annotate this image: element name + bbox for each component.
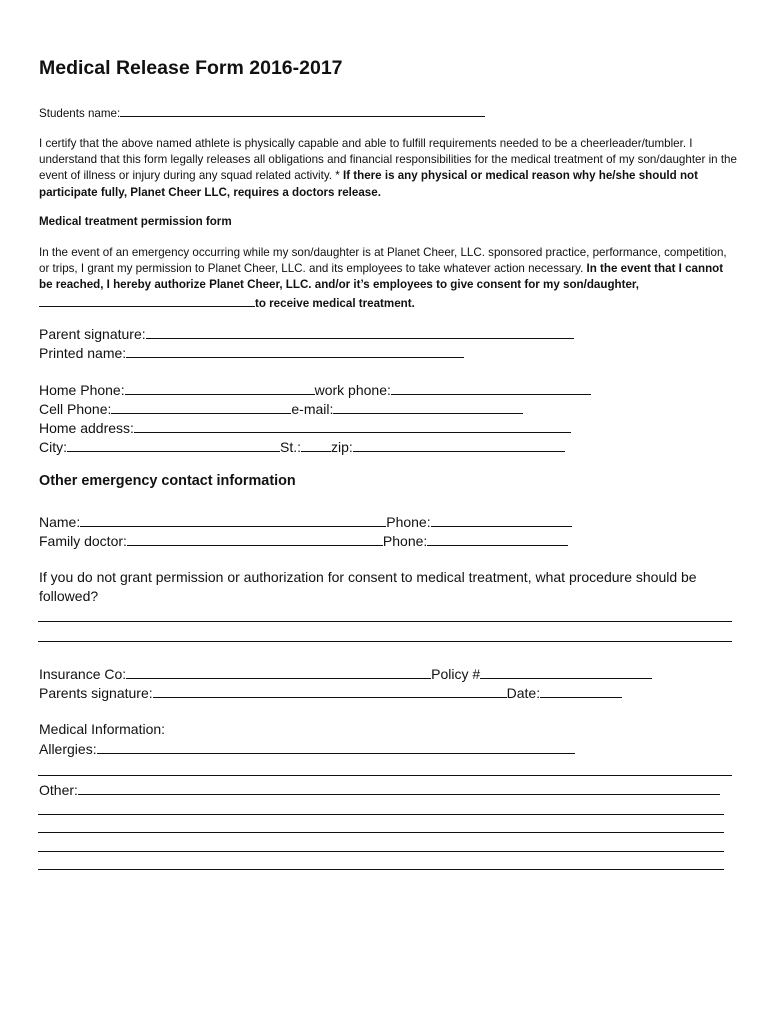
emergency-bold-1: In the event that I cannot be reached, I hereby authorize Planet Cheer, LLC. and/or it’s employees to give consent for my son/daughter, <box>39 262 724 292</box>
home-phone-row <box>39 380 591 400</box>
printed-name-label: Printed name: <box>39 345 127 361</box>
home-phone-field[interactable] <box>125 380 315 395</box>
home-address-field[interactable] <box>134 418 571 433</box>
policy-label: Policy # <box>431 666 481 682</box>
date-field[interactable] <box>540 683 622 698</box>
students-name-label: Students name: <box>39 107 121 120</box>
city-label: City: <box>39 439 67 455</box>
home-address-row <box>39 418 571 438</box>
cell-phone-field[interactable] <box>111 399 291 414</box>
home-phone-label: Home Phone: <box>39 382 125 398</box>
doctor-phone-field[interactable] <box>427 531 568 546</box>
city-field[interactable] <box>67 437 280 452</box>
other-contact-heading: Other emergency contact information <box>39 473 296 489</box>
doctor-phone-label: Phone: <box>382 533 428 549</box>
certify-bold: If there is any physical or medical reason why he/she should not participate fully, Planet Cheer LLC, requires a doctors release. <box>39 169 698 199</box>
family-doctor-field[interactable] <box>127 531 383 546</box>
section-divider <box>38 775 732 776</box>
page-title: Medical Release Form 2016-2017 <box>39 57 343 79</box>
child-name-field[interactable] <box>39 294 255 307</box>
parent-signature-label: Parent signature: <box>39 326 146 342</box>
work-phone-label: work phone: <box>314 382 391 398</box>
parents-signature-row <box>39 683 622 703</box>
contact-name-field[interactable] <box>80 512 386 527</box>
students-name-row <box>39 104 485 122</box>
other-row <box>39 780 720 800</box>
printed-name-field[interactable] <box>126 343 464 358</box>
parent-signature-row <box>39 324 574 344</box>
medical-info-label: Medical Information: <box>39 721 166 737</box>
email-field[interactable] <box>333 399 523 414</box>
allergies-field[interactable] <box>97 739 575 754</box>
contact-name-row <box>39 512 572 532</box>
students-name-field[interactable] <box>120 104 485 117</box>
insurance-row <box>39 664 652 684</box>
parents-signature-label: Parents signature: <box>39 685 153 701</box>
parents-signature-field[interactable] <box>153 683 507 698</box>
family-doctor-row <box>39 531 568 551</box>
allergies-label: Allergies: <box>39 741 97 757</box>
other-line-5[interactable] <box>38 869 724 870</box>
allergies-row <box>39 739 575 759</box>
cell-phone-row <box>39 399 523 419</box>
cell-phone-label: Cell Phone: <box>39 401 112 417</box>
date-label: Date: <box>506 685 541 701</box>
work-phone-field[interactable] <box>391 380 591 395</box>
email-label: e-mail: <box>291 401 334 417</box>
procedure-question: If you do not grant permission or authorization for consent to medical treatment, what procedure should be followed? <box>39 569 697 604</box>
contact-phone-label: Phone: <box>386 514 431 530</box>
insurance-field[interactable] <box>126 664 431 679</box>
contact-name-label: Name: <box>39 514 81 530</box>
zip-label: zip: <box>331 439 353 455</box>
home-address-label: Home address: <box>39 420 134 436</box>
emergency-paragraph <box>39 245 739 312</box>
other-line-2[interactable] <box>38 814 724 815</box>
insurance-label: Insurance Co: <box>39 666 127 682</box>
family-doctor-label: Family doctor: <box>39 533 127 549</box>
emergency-bold-2: to receive medical treatment. <box>255 296 415 310</box>
permission-heading: Medical treatment permission form <box>39 215 232 228</box>
other-label: Other: <box>39 782 78 798</box>
other-field[interactable] <box>78 780 720 795</box>
state-field[interactable] <box>301 437 331 452</box>
certify-paragraph <box>39 136 739 201</box>
city-row <box>39 437 565 457</box>
emergency-text: In the event of an emergency occurring while my son/daughter is at Planet Cheer, LLC. sponsored practice, performance, competition, or trips, I grant my permission to Planet Cheer, LLC. and its employees to take whatever action necessary. <box>39 246 727 276</box>
st-label: St.: <box>280 439 302 455</box>
other-line-3[interactable] <box>38 832 724 833</box>
certify-text: I certify that the above named athlete is physically capable and able to fulfill requirements needed to be a cheerleader/tumbler. I understand that this form legally releases all obligations and financial responsibilities for the medical treatment of my son/daughter in the event of illness or injury during any squad related activity. * <box>39 137 737 183</box>
procedure-line-1[interactable] <box>38 621 732 622</box>
printed-name-row <box>39 343 464 363</box>
parent-signature-field[interactable] <box>146 324 574 339</box>
other-line-4[interactable] <box>38 851 724 852</box>
procedure-line-2[interactable] <box>38 641 732 642</box>
contact-phone-field[interactable] <box>431 512 572 527</box>
policy-field[interactable] <box>480 664 652 679</box>
zip-field[interactable] <box>353 437 565 452</box>
